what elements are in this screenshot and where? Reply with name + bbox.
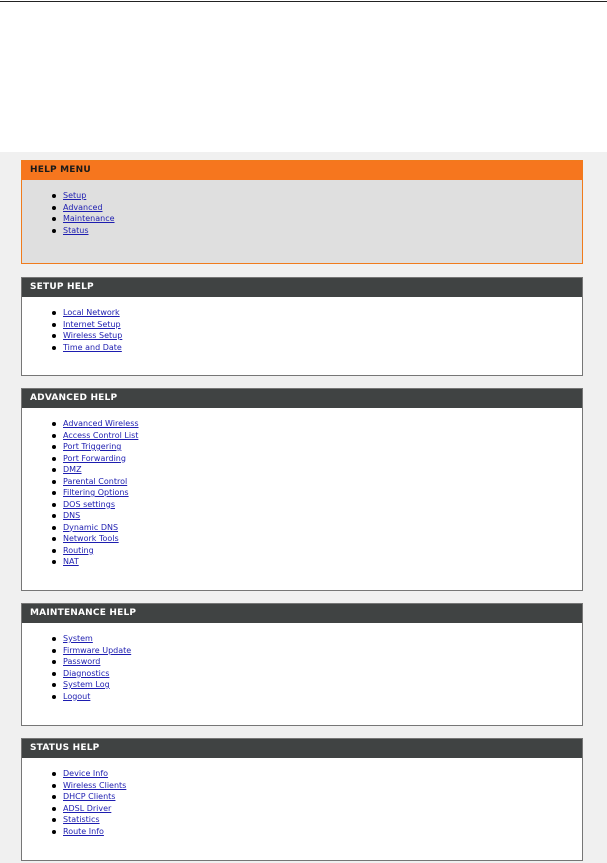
link-dhcp-clients[interactable]: DHCP Clients	[63, 792, 116, 801]
link-time-and-date[interactable]: Time and Date	[63, 342, 122, 352]
setup-help-title: SETUP HELP	[22, 278, 582, 297]
list-item	[22, 464, 582, 476]
link-internet-setup[interactable]: Internet Setup	[63, 319, 121, 329]
link-maintenance[interactable]: Maintenance	[63, 214, 115, 223]
list-item	[22, 213, 582, 225]
help-menu-title: HELP MENU	[22, 161, 582, 180]
list-item	[22, 319, 582, 331]
list-item	[22, 307, 582, 319]
list-item	[22, 826, 582, 838]
bullet-icon	[52, 503, 56, 507]
link-system[interactable]: System	[63, 634, 93, 643]
link-port-forwarding[interactable]: Port Forwarding	[63, 453, 126, 463]
bullet-icon	[52, 660, 56, 664]
list-item	[22, 803, 582, 815]
setup-help-panel	[21, 277, 583, 376]
link-dynamic-dns[interactable]: Dynamic DNS	[63, 522, 119, 532]
bullet-icon	[52, 683, 56, 687]
list-item	[22, 418, 582, 430]
bullet-icon	[52, 526, 56, 530]
bullet-icon	[52, 194, 56, 198]
list-item	[22, 225, 582, 237]
top-divider	[0, 1, 607, 2]
bullet-icon	[52, 807, 56, 811]
bullet-icon	[52, 491, 56, 495]
bullet-icon	[52, 229, 56, 233]
link-dos-settings[interactable]: DOS settings	[63, 499, 115, 509]
maintenance-help-panel	[21, 603, 583, 726]
link-status[interactable]: Status	[63, 225, 89, 235]
bullet-icon	[52, 346, 56, 350]
bullet-icon	[52, 434, 56, 438]
advanced-help-list	[22, 408, 582, 568]
bullet-icon	[52, 480, 56, 484]
bullet-icon	[52, 217, 56, 221]
list-item	[22, 499, 582, 511]
bullet-icon	[52, 830, 56, 834]
list-item	[22, 645, 582, 657]
link-port-triggering[interactable]: Port Triggering	[63, 442, 122, 451]
bullet-icon	[52, 818, 56, 822]
bullet-icon	[52, 206, 56, 210]
list-item	[22, 814, 582, 826]
bullet-icon	[52, 334, 56, 338]
help-menu-panel	[21, 160, 583, 264]
link-wireless-setup[interactable]: Wireless Setup	[63, 331, 123, 340]
link-route-info[interactable]: Route Info	[63, 826, 104, 836]
bullet-icon	[52, 695, 56, 699]
status-help-list	[22, 758, 582, 837]
list-item	[22, 633, 582, 645]
link-dmz[interactable]: DMZ	[63, 465, 82, 474]
maintenance-help-list	[22, 623, 582, 702]
list-item	[22, 330, 582, 342]
bullet-icon	[52, 549, 56, 553]
link-password[interactable]: Password	[63, 657, 101, 666]
link-wireless-clients[interactable]: Wireless Clients	[63, 780, 127, 790]
link-setup[interactable]: Setup	[63, 191, 87, 200]
list-item	[22, 780, 582, 792]
link-filtering-options[interactable]: Filtering Options	[63, 488, 129, 497]
help-menu-list	[22, 180, 582, 236]
bullet-icon	[52, 468, 56, 472]
bullet-icon	[52, 422, 56, 426]
link-routing[interactable]: Routing	[63, 545, 94, 555]
link-advanced[interactable]: Advanced	[63, 202, 103, 212]
list-item	[22, 453, 582, 465]
bullet-icon	[52, 445, 56, 449]
link-access-control-list[interactable]: Access Control List	[63, 430, 139, 440]
bullet-icon	[52, 514, 56, 518]
list-item	[22, 679, 582, 691]
list-item	[22, 430, 582, 442]
bullet-icon	[52, 637, 56, 641]
maintenance-help-title: MAINTENANCE HELP	[22, 604, 582, 623]
link-system-log[interactable]: System Log	[63, 680, 110, 689]
list-item	[22, 656, 582, 668]
list-item	[22, 202, 582, 214]
bullet-icon	[52, 560, 56, 564]
advanced-help-title: ADVANCED HELP	[22, 389, 582, 408]
link-firmware-update[interactable]: Firmware Update	[63, 645, 132, 655]
link-nat[interactable]: NAT	[63, 557, 79, 566]
bullet-icon	[52, 311, 56, 315]
list-item	[22, 487, 582, 499]
link-parental-control[interactable]: Parental Control	[63, 476, 128, 486]
link-advanced-wireless[interactable]: Advanced Wireless	[63, 419, 139, 428]
bullet-icon	[52, 672, 56, 676]
list-item	[22, 691, 582, 703]
link-diagnostics[interactable]: Diagnostics	[63, 668, 110, 678]
link-network-tools[interactable]: Network Tools	[63, 534, 119, 543]
list-item	[22, 190, 582, 202]
list-item	[22, 768, 582, 780]
advanced-help-panel	[21, 388, 583, 591]
bullet-icon	[52, 323, 56, 327]
list-item	[22, 791, 582, 803]
list-item	[22, 533, 582, 545]
link-adsl-driver[interactable]: ADSL Driver	[63, 803, 112, 813]
status-help-panel	[21, 738, 583, 861]
setup-help-list	[22, 297, 582, 353]
link-statistics[interactable]: Statistics	[63, 815, 100, 824]
bullet-icon	[52, 795, 56, 799]
bullet-icon	[52, 772, 56, 776]
link-dns[interactable]: DNS	[63, 511, 81, 520]
bullet-icon	[52, 784, 56, 788]
link-local-network[interactable]: Local Network	[63, 308, 120, 317]
status-help-title: STATUS HELP	[22, 739, 582, 758]
list-item	[22, 556, 582, 568]
link-logout[interactable]: Logout	[63, 691, 91, 701]
list-item	[22, 545, 582, 557]
list-item	[22, 441, 582, 453]
list-item	[22, 476, 582, 488]
link-device-info[interactable]: Device Info	[63, 769, 109, 778]
list-item	[22, 510, 582, 522]
bullet-icon	[52, 649, 56, 653]
list-item	[22, 342, 582, 354]
bullet-icon	[52, 457, 56, 461]
list-item	[22, 668, 582, 680]
bullet-icon	[52, 537, 56, 541]
list-item	[22, 522, 582, 534]
